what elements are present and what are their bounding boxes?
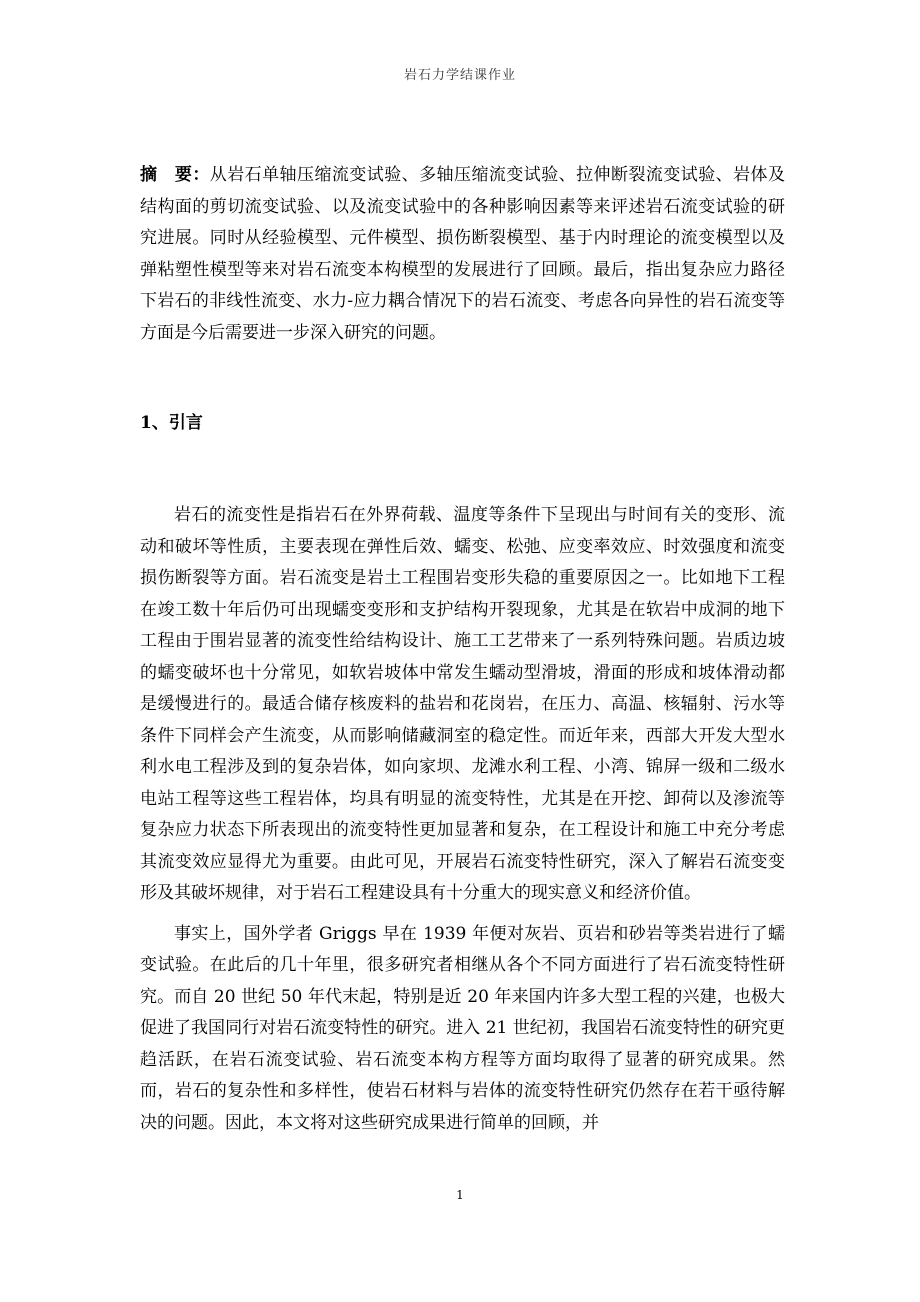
page-number: 1 [456, 1188, 464, 1202]
header-rule [140, 90, 780, 91]
section-title-introduction: 1、引言 [140, 413, 203, 433]
paragraph: 事实上，国外学者 Griggs 早在 1939 年便对灰岩、页岩和砂岩等类岩进行了蠕变试验。在此后的几十年里，很多研究者相继从各个不同方面进行了岩石流变特性研究。而自 20 世纪 50 年代末起，特别是近 20 年来国内许多大型工程的兴建，也极大促进了我国同行对岩石流变特性的研究。进入 21 世纪初，我国岩石流变特性的研究更趋活跃，在岩石流变试验、岩石流变本构方程等方面均取得了显著的研究成果。然而，岩石的复杂性和多样性，使岩石材料与岩体的流变特性研究仍然存在若干亟待解决的问题。因此，本文将对这些研究成果进行简单的回顾，并 [140, 923, 785, 1133]
abstract-block [140, 160, 785, 349]
abstract-label: 摘 要： [140, 165, 210, 185]
paragraph: 岩石的流变性是指岩石在外界荷载、温度等条件下呈现出与时间有关的变形、流动和破坏等性质，主要表现在弹性后效、蠕变、松弛、应变率效应、时效强度和流变损伤断裂等方面。岩石流变是岩土工程围岩变形失稳的重要原因之一。比如地下工程在竣工数十年后仍可出现蠕变变形和支护结构开裂现象，尤其是在软岩中成洞的地下工程由于围岩显著的流变性给结构设计、施工工艺带来了一系列特殊问题。岩质边坡的蠕变破坏也十分常见，如软岩坡体中常发生蠕动型滑坡，滑面的形成和坡体滑动都是缓慢进行的。最适合储存核废料的盐岩和花岗岩，在压力、高温、核辐射、污水等条件下同样会产生流变，从而影响储藏洞室的稳定性。而近年来，西部大开发大型水利水电工程涉及到的复杂岩体，如向家坝、龙滩水利工程、小湾、锦屏一级和二级水电站工程等这些工程岩体，均具有明显的流变特性，尤其是在开挖、卸荷以及渗流等复杂应力状态下所表现出的流变特性更加显著和复杂，在工程设计和施工中充分考虑其流变效应显得尤为重要。由此可见，开展岩石流变特性研究，深入了解岩石流变变形及其破坏规律，对于岩石工程建设具有十分重大的现实意义和经济价值。 [140, 505, 785, 903]
page-header: 岩石力学结课作业 [403, 68, 516, 83]
introduction-body [140, 500, 785, 1148]
abstract-text: 从岩石单轴压缩流变试验、多轴压缩流变试验、拉伸断裂流变试验、岩体及结构面的剪切流变试验、以及流变试验中的各种影响因素等来评述岩石流变试验的研究进展。同时从经验模型、元件模型、损伤断裂模型、基于内时理论的流变模型以及弹粘塑性模型等来对岩石流变本构模型的发展进行了回顾。最后，指出复杂应力路径下岩石的非线性流变、水力-应力耦合情况下的岩石流变、考虑各向异性的岩石流变等方面是今后需要进一步深入研究的问题。 [140, 165, 786, 343]
